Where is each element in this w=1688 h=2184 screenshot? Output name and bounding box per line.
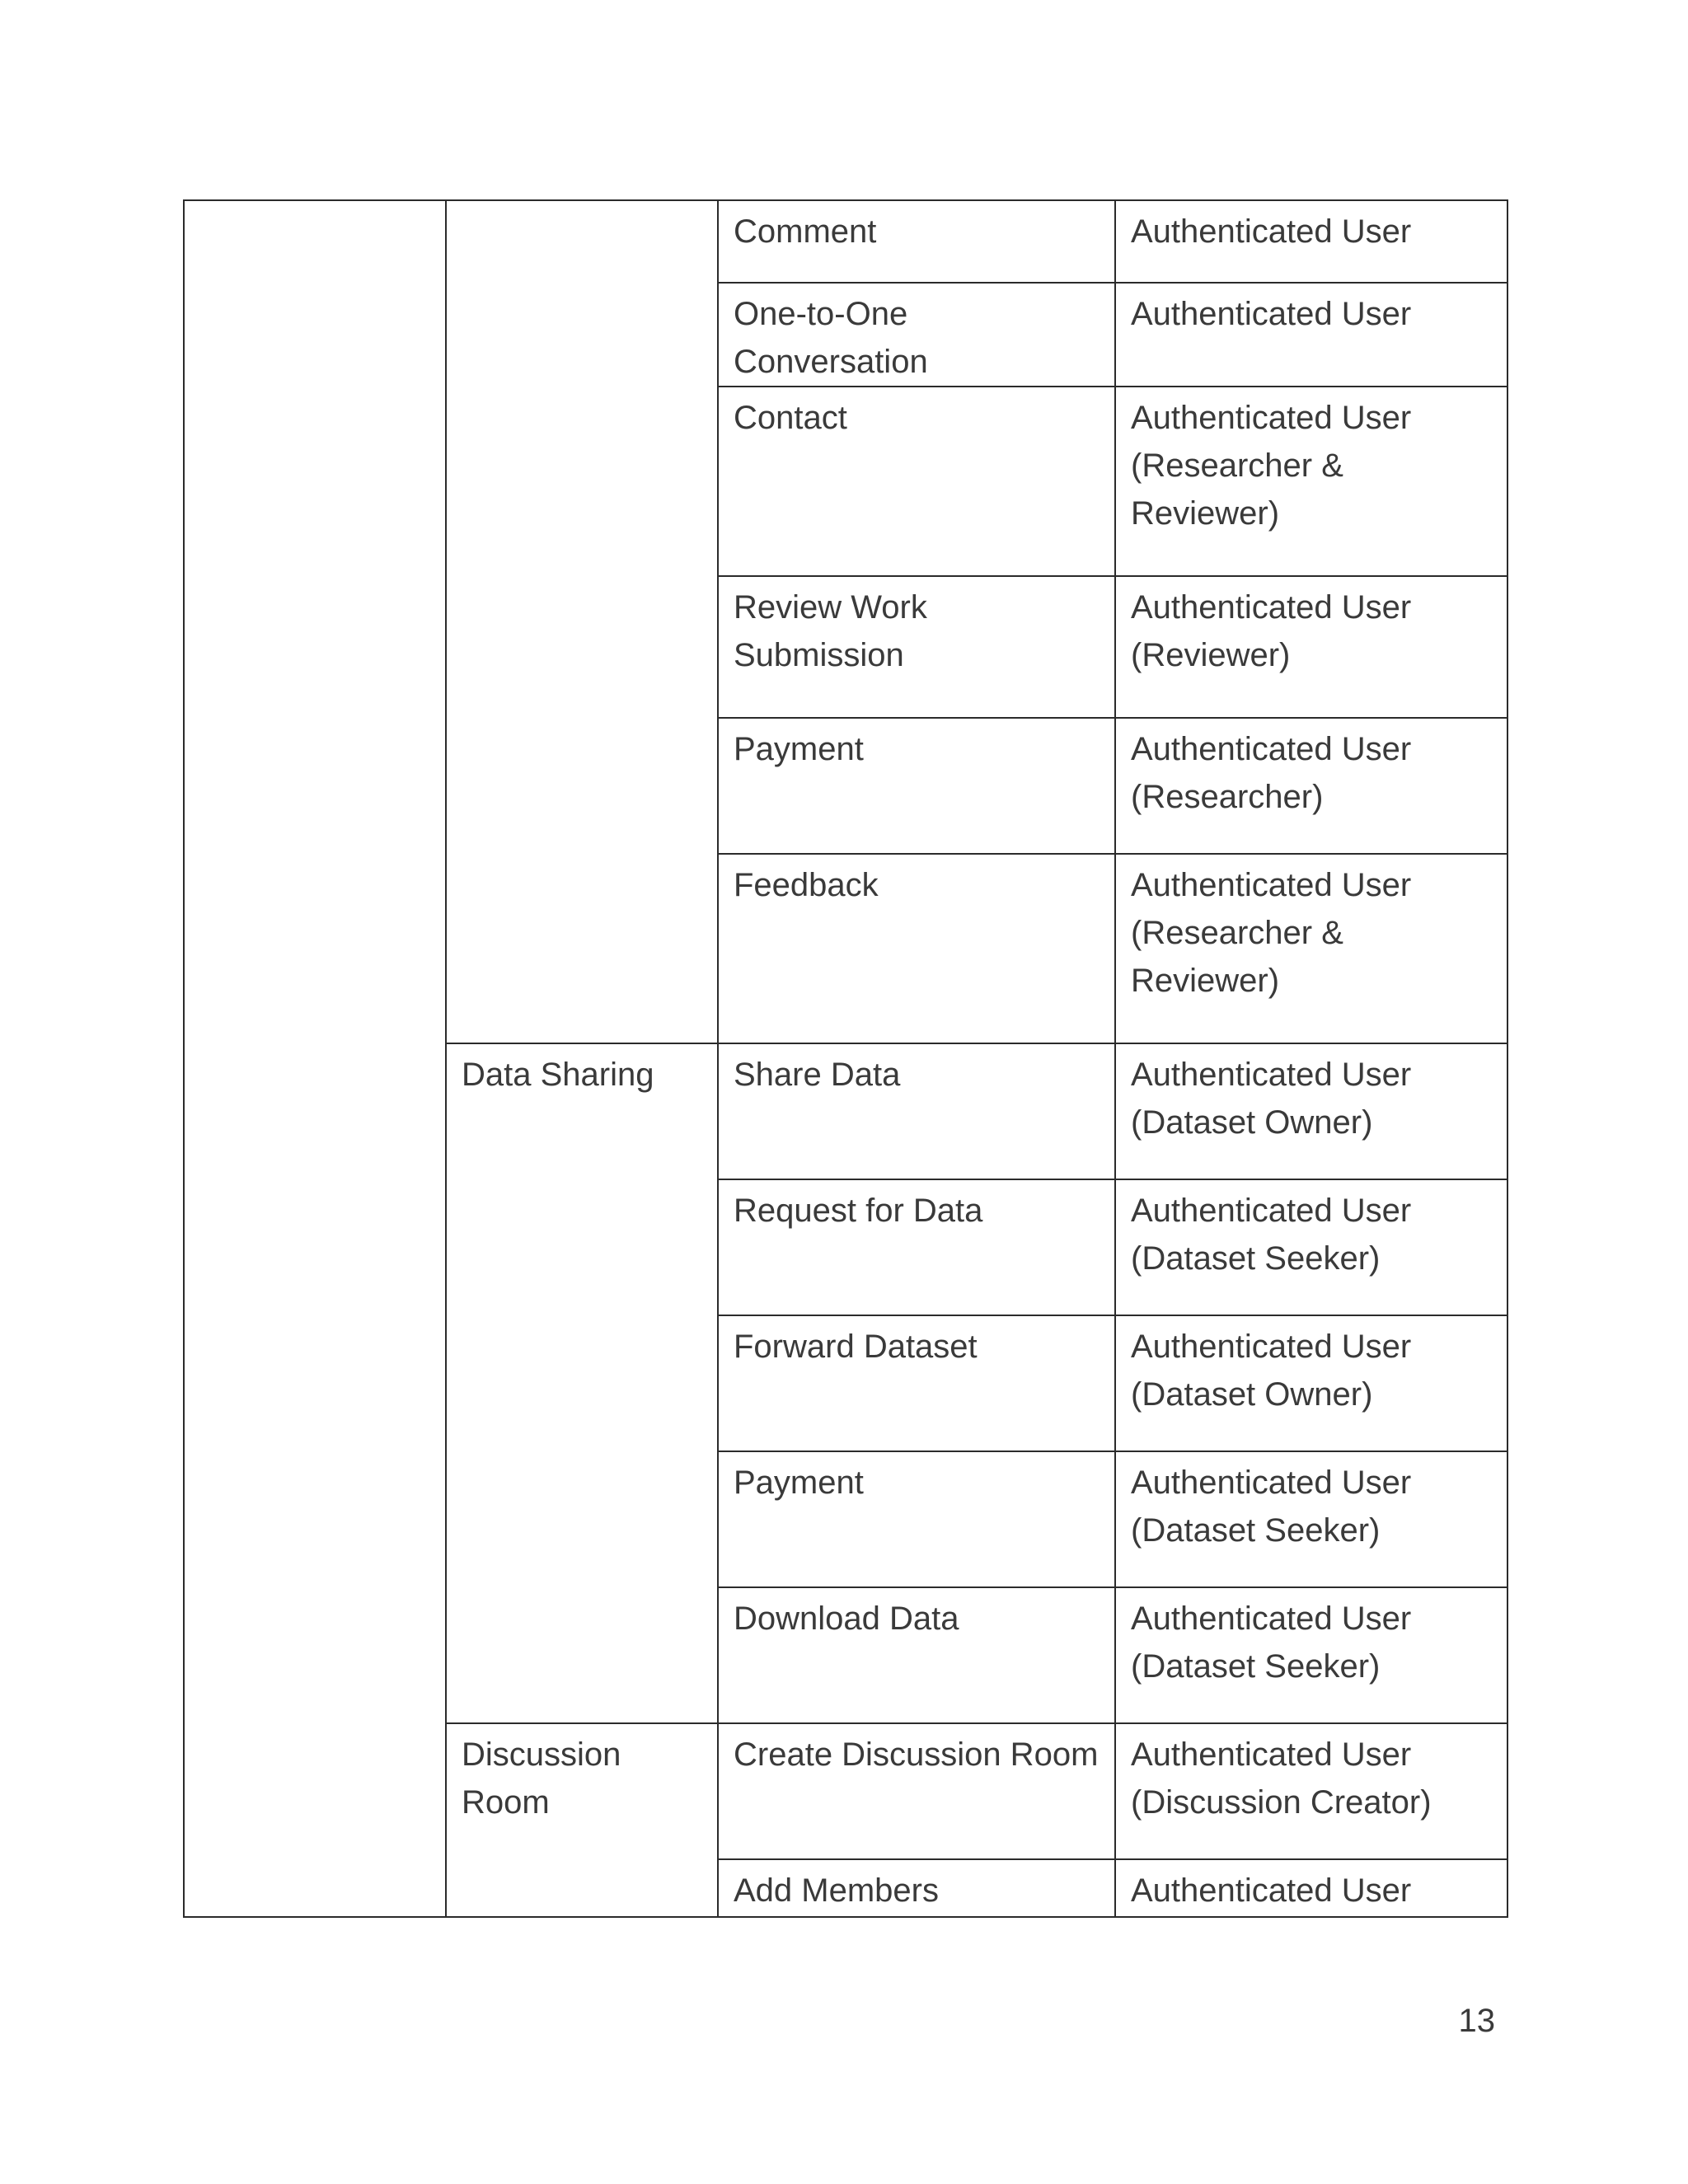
page-number: 13 xyxy=(1458,2003,1495,2039)
table-cell-function: Comment xyxy=(718,200,1115,283)
table-cell-module: Discussion Room xyxy=(446,1723,718,1917)
table-cell-function: Payment xyxy=(718,1451,1115,1587)
table-cell-function: Contact xyxy=(718,387,1115,576)
table-cell-actor: Authenticated User (Discussion Creator) xyxy=(1115,1723,1507,1859)
table-cell-actor: Authenticated User (Dataset Seeker) xyxy=(1115,1179,1507,1315)
table-cell-module: Data Sharing xyxy=(446,1043,718,1723)
table-cell-function: One-to-One Conversation xyxy=(718,283,1115,387)
table-cell-actor: Authenticated User (Dataset Seeker) xyxy=(1115,1587,1507,1723)
table-cell-actor: Authenticated User (Researcher & Reviewer) xyxy=(1115,387,1507,576)
table-cell-function: Download Data xyxy=(718,1587,1115,1723)
table-cell-actor: Authenticated User (Reviewer) xyxy=(1115,576,1507,718)
table-cell-actor: Authenticated User (Dataset Owner) xyxy=(1115,1043,1507,1179)
table-cell-module xyxy=(446,200,718,1043)
table-row xyxy=(184,200,1507,283)
features-table xyxy=(183,199,1508,1918)
table-cell-actor: Authenticated User xyxy=(1115,283,1507,387)
table-cell-function: Review Work Submission xyxy=(718,576,1115,718)
table-cell-actor: Authenticated User xyxy=(1115,200,1507,283)
table-cell-function: Share Data xyxy=(718,1043,1115,1179)
table-cell-function: Create Discussion Room xyxy=(718,1723,1115,1859)
table-cell-function: Feedback xyxy=(718,854,1115,1043)
table-cell-blank xyxy=(184,200,446,1917)
table-cell-actor: Authenticated User xyxy=(1115,1859,1507,1917)
table-cell-actor: Authenticated User (Dataset Owner) xyxy=(1115,1315,1507,1451)
table-cell-actor: Authenticated User (Researcher) xyxy=(1115,718,1507,854)
table-cell-function: Request for Data xyxy=(718,1179,1115,1315)
table-cell-function: Forward Dataset xyxy=(718,1315,1115,1451)
table-cell-actor: Authenticated User (Researcher & Reviewer) xyxy=(1115,854,1507,1043)
table-cell-function: Add Members xyxy=(718,1859,1115,1917)
table-cell-function: Payment xyxy=(718,718,1115,854)
table-cell-actor: Authenticated User (Dataset Seeker) xyxy=(1115,1451,1507,1587)
